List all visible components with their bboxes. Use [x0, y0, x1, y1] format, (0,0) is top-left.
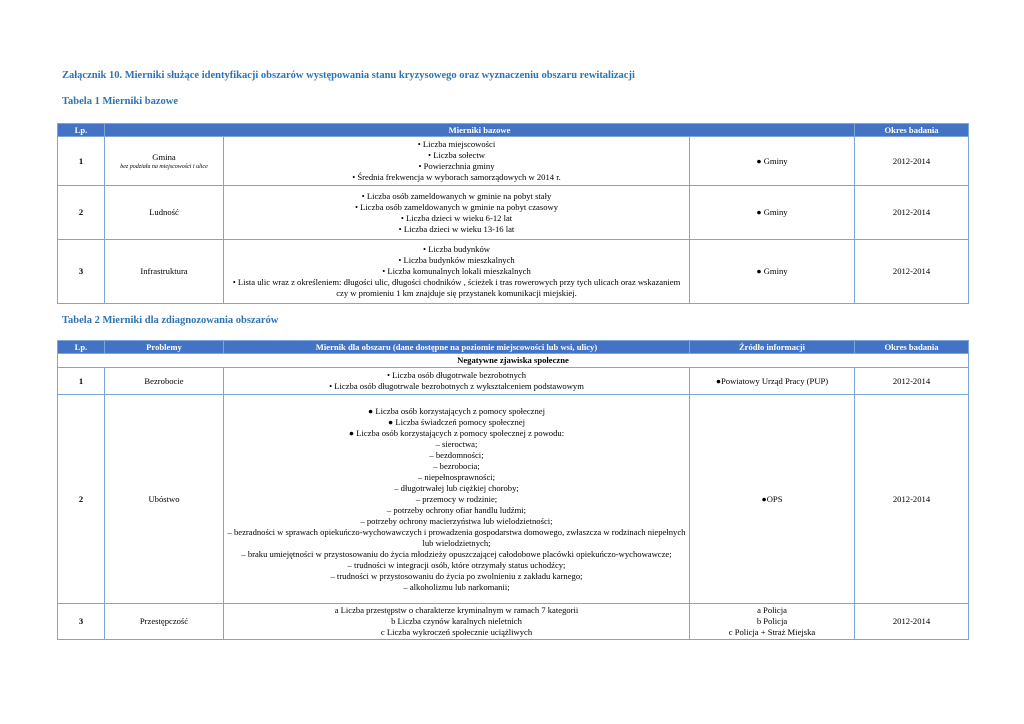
table-row: [58, 240, 969, 304]
metric-subitem: – bezdomności;: [429, 449, 484, 460]
table1-title: Tabela 1 Mierniki bazowe: [62, 96, 178, 107]
period-cell: 2012-2014: [855, 368, 969, 395]
metric-subitem: – trudności w przystosowaniu do życia po zwolnieniu z zakładu karnego;: [330, 570, 583, 581]
category-note: bez podziału na miejscowości i ulice: [120, 163, 208, 170]
problem-name: Bezrobocie: [105, 368, 224, 395]
section-title: Negatywne zjawiska społeczne: [58, 354, 969, 368]
row-number: 2: [58, 395, 105, 604]
header-source: Źródło informacji: [690, 341, 855, 354]
page-title: Załącznik 10. Mierniki służące identyfikacji obszarów występowania stanu kryzysowego oraz wyznaczeniu obszaru rewitalizacji: [62, 70, 635, 81]
metric-item: ● Liczba osób korzystających z pomocy społecznej: [368, 405, 545, 416]
metric-item: • Liczba osób zameldowanych w gminie na pobyt stały: [361, 190, 552, 201]
metric-subitem: – trudności w integracji osób, które otrzymały status uchodźcy;: [347, 559, 566, 570]
section-row: [58, 354, 969, 368]
source-item: c Policja + Straż Miejska: [728, 627, 816, 637]
row-number: 3: [58, 240, 105, 304]
row-number: 2: [58, 186, 105, 240]
metric-item: ● Liczba osób korzystających z pomocy społecznej z powodu:: [348, 427, 565, 438]
table-base-metrics: [57, 123, 969, 304]
source-item: b Policja: [756, 616, 788, 626]
metric-item: • Lista ulic wraz z określeniem: długości ulic, długości chodników , ścieżek i tras rowerowych przy tych ulicach oraz wskazaniem czy w promieniu 1 km znajduje się przystanek komunikacji miejskiej.: [232, 277, 681, 298]
row-number: 3: [58, 604, 105, 640]
metric-item: c Liczba wykroczeń społecznie uciążliwych: [380, 627, 533, 637]
metric-item: • Liczba budynków mieszkalnych: [398, 255, 515, 265]
metric-subitem: – braku umiejętności w przystosowaniu do życia młodzieży opuszczającej całodobowe placówki opiekuńczo-wychowawcze;: [241, 548, 672, 559]
metric-item: • Liczba komunalnych lokali mieszkalnych: [382, 266, 531, 276]
category-name: Gmina: [152, 151, 176, 162]
metric-item: b Liczba czynów karalnych nieletnich: [391, 616, 522, 626]
table-row: [58, 395, 969, 604]
table-diagnostic-metrics: [57, 340, 969, 640]
metrics-list: [224, 604, 690, 640]
table2-title: Tabela 2 Mierniki dla zdiagnozowania obszarów: [62, 315, 279, 326]
metric-item: a Liczba przestępstw o charakterze kryminalnym w ramach 7 kategorii: [334, 605, 579, 615]
metrics-list: [224, 368, 690, 395]
period-cell: 2012-2014: [855, 604, 969, 640]
header-lp: Lp.: [58, 124, 105, 137]
source-cell: ●OPS: [690, 395, 855, 604]
header-period: Okres badania: [855, 341, 969, 354]
metric-subitem: – alkoholizmu lub narkomanii;: [403, 581, 510, 592]
source-item: a Policja: [757, 605, 787, 615]
row-number: 1: [58, 137, 105, 186]
metric-subitem: – przemocy w rodzinie;: [415, 493, 498, 504]
table-row: [58, 137, 969, 186]
metric-subitem: – bezradności w sprawach opiekuńczo-wychowawczych i prowadzenia gospodarstwa domowego, zwłaszcza w rodzinach niepełnych lub wielodzietnych;: [227, 526, 686, 548]
source-cell: ●Powiatowy Urząd Pracy (PUP): [690, 368, 855, 395]
metric-subitem: – niepełnosprawności;: [417, 471, 496, 482]
category-name: Ludność: [105, 186, 224, 240]
metric-item: • Liczba miejscowości: [417, 139, 496, 149]
header-metric: Miernik dla obszaru (dane dostępne na poziomie miejscowości lub wsi, ulicy): [224, 341, 690, 354]
header-period: Okres badania: [855, 124, 969, 137]
metric-item: • Liczba budynków: [423, 244, 490, 254]
scope-cell: ● Gminy: [690, 186, 855, 240]
header-lp: Lp.: [58, 341, 105, 354]
table-header-row: [58, 341, 969, 354]
metric-subitem: – potrzeby ochrony ofiar handlu ludźmi;: [386, 504, 527, 515]
problem-name: Przestępczość: [105, 604, 224, 640]
metrics-list: [224, 240, 690, 304]
row-number: 1: [58, 368, 105, 395]
metrics-list: [224, 186, 690, 240]
period-cell: 2012-2014: [855, 186, 969, 240]
header-problems: Problemy: [105, 341, 224, 354]
metric-subitem: – długotrwałej lub ciężkiej choroby;: [394, 482, 519, 493]
header-metrics: Mierniki bazowe: [105, 124, 855, 137]
metric-item: • Liczba osób długotrwale bezrobotnych z wykształceniem podstawowym: [329, 381, 584, 391]
scope-cell: ● Gminy: [690, 137, 855, 186]
metric-item: • Liczba osób zameldowanych w gminie na pobyt czasowy: [355, 201, 558, 212]
table-row: [58, 368, 969, 395]
period-cell: 2012-2014: [855, 395, 969, 604]
metric-item: • Powierzchnia gminy: [418, 161, 495, 171]
metric-item: • Liczba osób długotrwale bezrobotnych: [386, 370, 527, 380]
category-name: Infrastruktura: [105, 240, 224, 304]
metric-item: • Średnia frekwencja w wyborach samorządowych w 2014 r.: [352, 172, 561, 182]
scope-cell: ● Gminy: [690, 240, 855, 304]
metric-subitem: – potrzeby ochrony macierzyństwa lub wielodzietności;: [360, 515, 553, 526]
metric-subitem: – sieroctwa;: [435, 438, 478, 449]
period-cell: 2012-2014: [855, 240, 969, 304]
period-cell: 2012-2014: [855, 137, 969, 186]
metric-subitem: – bezrobocia;: [433, 460, 480, 471]
metric-item: • Liczba dzieci w wieku 6-12 lat: [400, 212, 513, 223]
problem-name: Ubóstwo: [105, 395, 224, 604]
source-cell: [690, 604, 855, 640]
table-row: [58, 186, 969, 240]
metric-item: • Liczba dzieci w wieku 13-16 lat: [398, 223, 515, 234]
metrics-list: [224, 137, 690, 186]
table-row: [58, 604, 969, 640]
metric-item: • Liczba sołectw: [428, 150, 485, 160]
metric-item: ● Liczba świadczeń pomocy społecznej: [388, 416, 525, 427]
row-category: [105, 137, 224, 186]
table-header-row: [58, 124, 969, 137]
metrics-list: [224, 395, 690, 604]
